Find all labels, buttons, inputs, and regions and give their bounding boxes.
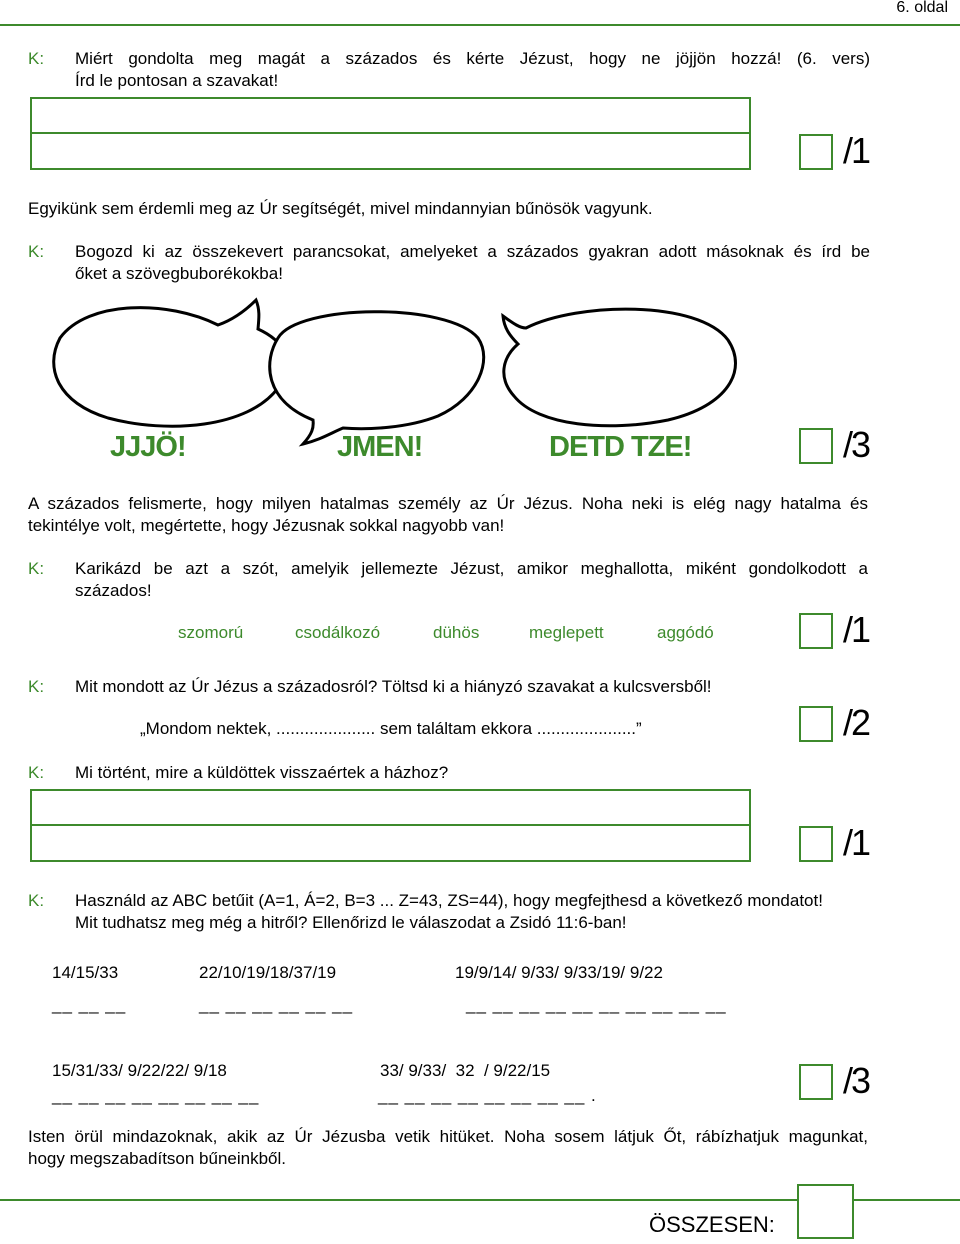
question-6-text: Használd az ABC betűit (A=1, Á=2, B=3 ... Z=43, ZS=44), hogy megfejthesd a következő mondatot! xyxy=(75,891,823,910)
answer-field[interactable] xyxy=(30,97,751,134)
question-marker: K: xyxy=(28,242,45,261)
statement-text: Egyikünk sem érdemli meg az Úr segítségét, mivel mindannyian bűnösök vagyunk. xyxy=(28,199,653,218)
speech-bubbles xyxy=(48,288,768,448)
question-marker: K: xyxy=(28,763,45,782)
score-label: /1 xyxy=(843,822,870,863)
question-3-text: Karikázd be azt a szót, amelyik jellemezte Jézust, amikor meghallotta, miként gondolkodott a xyxy=(75,559,868,578)
score-checkbox[interactable] xyxy=(799,613,833,649)
top-divider xyxy=(0,24,960,26)
score-label: /1 xyxy=(843,130,870,171)
score-checkbox[interactable] xyxy=(799,706,833,742)
answer-blanks[interactable]: __ __ __ xyxy=(52,995,127,1014)
choice-word[interactable]: aggódó xyxy=(657,623,714,642)
question-6-subtext: Mit tudhatsz meg még a hitről? Ellenőrizd le válaszodat a Zsidó 11:6-ban! xyxy=(75,913,627,932)
score-checkbox[interactable] xyxy=(799,826,833,862)
cipher-code: 33/ 9/33/ 32 / 9/22/15 xyxy=(380,1061,551,1080)
answer-field[interactable] xyxy=(30,824,751,862)
speech-bubble xyxy=(270,312,484,444)
total-score-box[interactable] xyxy=(797,1184,854,1239)
question-1-subtext: Írd le pontosan a szavakat! xyxy=(75,71,279,90)
scrambled-word: DETD TZE! xyxy=(549,431,692,463)
score-label: /1 xyxy=(843,609,870,650)
question-2-text: Bogozd ki az összekevert parancsokat, amelyeket a százados gyakran adott másoknak és írd be xyxy=(75,242,870,261)
answer-blanks[interactable]: __ __ __ __ __ __ __ __ __ __ xyxy=(466,995,727,1014)
choice-word[interactable]: meglepett xyxy=(529,623,604,642)
question-marker: K: xyxy=(28,49,45,68)
closing-text: Isten örül mindazoknak, akik az Úr Jézusba vetik hitüket. Noha sosem látjuk Őt, rábízhatjuk magunkat, xyxy=(28,1127,868,1146)
speech-bubble xyxy=(54,300,287,426)
answer-blanks[interactable]: __ __ __ __ __ __ __ __ xyxy=(52,1086,260,1105)
cipher-code: 22/10/19/18/37/19 xyxy=(199,963,337,982)
total-label: ÖSSZESEN: xyxy=(649,1212,775,1237)
cipher-code: 19/9/14/ 9/33/ 9/33/19/ 9/22 xyxy=(455,963,663,982)
scrambled-word: JJJÖ! xyxy=(110,431,186,463)
cipher-code: 14/15/33 xyxy=(52,963,119,982)
closing-text: hogy megszabadítson bűneinkből. xyxy=(28,1149,287,1168)
answer-field[interactable] xyxy=(30,132,751,170)
question-2-subtext: őket a szövegbuborékokba! xyxy=(75,264,283,283)
score-checkbox[interactable] xyxy=(799,1064,833,1100)
question-marker: K: xyxy=(28,891,45,910)
choice-word[interactable]: csodálkozó xyxy=(295,623,381,642)
choice-word[interactable]: dühös xyxy=(433,623,480,642)
score-label: /3 xyxy=(843,424,870,465)
question-4-text: Mit mondott az Úr Jézus a századosról? Töltsd ki a hiányzó szavakat a kulcsversből! xyxy=(75,677,712,696)
key-verse: „Mondom nektek, ..................... sem találtam ekkora .....................” xyxy=(140,719,642,738)
question-3-subtext: százados! xyxy=(75,581,152,600)
score-checkbox[interactable] xyxy=(799,134,833,170)
choice-word[interactable]: szomorú xyxy=(178,623,244,642)
page-number: 6. oldal xyxy=(896,0,948,16)
question-marker: K: xyxy=(28,559,45,578)
answer-field[interactable] xyxy=(30,789,751,826)
question-marker: K: xyxy=(28,677,45,696)
answer-blanks[interactable]: __ __ __ __ __ __ xyxy=(199,995,354,1014)
question-1-text: Miért gondolta meg magát a százados és kérte Jézust, hogy ne jöjjön hozzá! (6. vers) xyxy=(75,49,870,68)
statement-text: A százados felismerte, hogy milyen hatalmas személy az Úr Jézus. Noha neki is elég nagy hatalma és xyxy=(28,494,868,513)
cipher-code: 15/31/33/ 9/22/22/ 9/18 xyxy=(52,1061,227,1080)
question-5-text: Mi történt, mire a küldöttek visszaértek a házhoz? xyxy=(75,763,449,782)
answer-blanks[interactable]: __ __ __ __ __ __ __ __ . xyxy=(378,1086,597,1105)
scrambled-word: JMEN! xyxy=(337,431,423,463)
score-checkbox[interactable] xyxy=(799,428,833,464)
speech-bubble xyxy=(503,309,736,426)
score-label: /3 xyxy=(843,1060,870,1101)
score-label: /2 xyxy=(843,702,870,743)
statement-text: tekintélye volt, megértette, hogy Jézusnak sokkal nagyobb van! xyxy=(28,516,505,535)
